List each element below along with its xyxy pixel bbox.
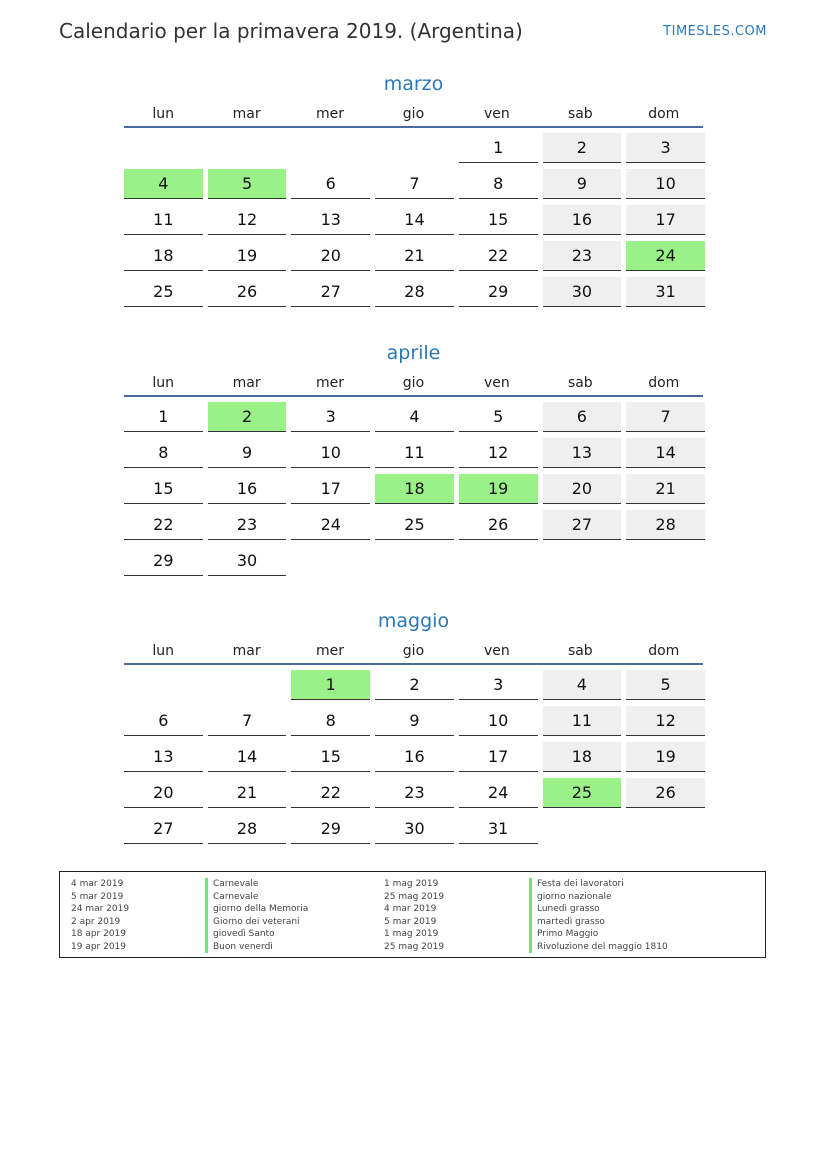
day-cell[interactable]: 22 — [291, 778, 370, 808]
legend-row — [60, 878, 765, 891]
weekday-label: sab — [567, 106, 593, 122]
month-name: aprile — [386, 342, 441, 364]
day-cell[interactable]: 4 — [543, 670, 622, 700]
holiday-day-cell[interactable]: 1 — [291, 670, 370, 700]
weekday-label: dom — [648, 643, 680, 659]
day-cell[interactable]: 25 — [375, 510, 454, 540]
day-cell[interactable]: 11 — [375, 438, 454, 468]
day-cell[interactable]: 3 — [626, 133, 705, 163]
day-cell[interactable]: 9 — [208, 438, 287, 468]
day-cell[interactable]: 27 — [124, 814, 203, 844]
day-cell[interactable]: 21 — [208, 778, 287, 808]
day-cell[interactable]: 24 — [459, 778, 538, 808]
day-cell[interactable]: 13 — [543, 438, 622, 468]
day-cell[interactable]: 15 — [291, 742, 370, 772]
month-calendar-marzo — [124, 70, 703, 307]
day-cell[interactable]: 31 — [626, 277, 705, 307]
day-cell[interactable]: 30 — [375, 814, 454, 844]
weekday-label: mar — [232, 643, 261, 659]
day-grid — [124, 133, 703, 307]
day-cell[interactable]: 8 — [459, 169, 538, 199]
legend-holiday-name: Carnevale — [205, 891, 258, 904]
day-cell[interactable]: 26 — [626, 778, 705, 808]
legend-date: 4 mar 2019 — [384, 904, 437, 914]
weekday-label: ven — [484, 643, 510, 659]
day-cell[interactable]: 12 — [208, 205, 287, 235]
weekday-header — [124, 641, 703, 665]
day-cell[interactable]: 3 — [459, 670, 538, 700]
day-cell[interactable]: 29 — [291, 814, 370, 844]
day-cell[interactable]: 8 — [291, 706, 370, 736]
day-cell[interactable]: 23 — [543, 241, 622, 271]
legend-row — [60, 903, 765, 916]
day-cell[interactable]: 12 — [626, 706, 705, 736]
day-cell[interactable]: 5 — [459, 402, 538, 432]
legend-date: 1 mag 2019 — [384, 929, 439, 939]
day-cell[interactable]: 10 — [626, 169, 705, 199]
day-cell[interactable]: 23 — [375, 778, 454, 808]
day-cell[interactable]: 6 — [291, 169, 370, 199]
day-cell[interactable]: 11 — [543, 706, 622, 736]
brand-logo-text[interactable]: TIMESLES.COM — [663, 24, 767, 39]
month-calendar-aprile — [124, 339, 703, 576]
legend-row — [60, 928, 765, 941]
day-cell[interactable]: 14 — [626, 438, 705, 468]
day-cell[interactable]: 15 — [124, 474, 203, 504]
page-title: Calendario per la primavera 2019. (Argentina) — [59, 19, 523, 43]
weekday-header — [124, 104, 703, 128]
day-cell[interactable]: 2 — [375, 670, 454, 700]
weekday-header — [124, 373, 703, 397]
legend-holiday-name: Festa dei lavoratori — [529, 878, 624, 891]
empty-day-cell — [291, 133, 370, 162]
legend-holiday-name: Buon venerdì — [205, 941, 273, 954]
legend-date: 25 mag 2019 — [384, 891, 445, 902]
holiday-legend — [59, 871, 766, 958]
day-cell[interactable]: 2 — [543, 133, 622, 163]
legend-holiday-name: giovedì Santo — [205, 928, 275, 941]
weekday-label: lun — [152, 375, 175, 391]
day-cell[interactable]: 17 — [626, 205, 705, 235]
day-cell[interactable]: 3 — [291, 402, 370, 432]
day-cell[interactable]: 7 — [375, 169, 454, 199]
day-cell[interactable]: 26 — [459, 510, 538, 540]
weekday-label: gio — [402, 106, 425, 122]
day-cell[interactable]: 14 — [375, 205, 454, 235]
legend-holiday-name: Rivoluzione del maggio 1810 — [529, 941, 668, 954]
day-cell[interactable]: 9 — [375, 706, 454, 736]
legend-date: 5 mar 2019 — [71, 891, 124, 902]
legend-date: 4 mar 2019 — [71, 879, 124, 889]
day-cell[interactable]: 17 — [459, 742, 538, 772]
empty-day-cell — [124, 670, 203, 699]
day-cell[interactable]: 26 — [208, 277, 287, 307]
day-cell[interactable]: 5 — [626, 670, 705, 700]
day-cell[interactable]: 6 — [124, 706, 203, 736]
weekday-label: mer — [316, 106, 345, 122]
day-cell[interactable]: 6 — [543, 402, 622, 432]
weekday-label: mer — [316, 643, 345, 659]
day-cell[interactable]: 31 — [459, 814, 538, 844]
day-cell[interactable]: 17 — [291, 474, 370, 504]
day-cell[interactable]: 20 — [124, 778, 203, 808]
day-cell[interactable]: 30 — [208, 546, 287, 576]
empty-day-cell — [375, 133, 454, 162]
weekday-label: mer — [316, 375, 345, 391]
day-cell[interactable]: 28 — [375, 277, 454, 307]
holiday-day-cell[interactable]: 2 — [208, 402, 287, 432]
day-cell[interactable]: 7 — [626, 402, 705, 432]
legend-holiday-name: Giorno dei veterani — [205, 916, 300, 929]
day-cell[interactable]: 28 — [626, 510, 705, 540]
day-cell[interactable]: 16 — [543, 205, 622, 235]
legend-row — [60, 891, 765, 904]
day-cell[interactable]: 16 — [375, 742, 454, 772]
weekday-label: mar — [232, 375, 261, 391]
day-cell[interactable]: 13 — [291, 205, 370, 235]
empty-day-cell — [208, 670, 287, 699]
day-cell[interactable]: 30 — [543, 277, 622, 307]
legend-date: 2 apr 2019 — [71, 916, 121, 927]
legend-holiday-name: Primo Maggio — [529, 928, 598, 941]
day-cell[interactable]: 18 — [543, 742, 622, 772]
day-cell[interactable]: 15 — [459, 205, 538, 235]
empty-day-cell — [124, 133, 203, 162]
day-cell[interactable]: 18 — [124, 241, 203, 271]
day-cell[interactable]: 8 — [124, 438, 203, 468]
legend-row — [60, 916, 765, 929]
weekday-label: lun — [152, 643, 175, 659]
legend-holiday-name: martedì grasso — [529, 916, 605, 929]
holiday-day-cell[interactable]: 5 — [208, 169, 287, 199]
weekday-label: lun — [152, 106, 175, 122]
legend-date: 19 apr 2019 — [71, 941, 127, 952]
day-cell[interactable]: 19 — [626, 742, 705, 772]
legend-date: 5 mar 2019 — [384, 916, 437, 927]
holiday-day-cell[interactable]: 25 — [543, 778, 622, 808]
day-cell[interactable]: 21 — [375, 241, 454, 271]
day-cell[interactable]: 1 — [124, 402, 203, 432]
legend-row — [60, 941, 765, 954]
weekday-label: gio — [402, 375, 425, 391]
day-cell[interactable]: 20 — [543, 474, 622, 504]
day-cell[interactable]: 4 — [375, 402, 454, 432]
month-name: maggio — [377, 610, 450, 632]
day-cell[interactable]: 10 — [291, 438, 370, 468]
month-calendar-maggio — [124, 607, 703, 844]
weekday-label: sab — [567, 643, 593, 659]
legend-date: 24 mar 2019 — [71, 904, 130, 914]
weekday-label: gio — [402, 643, 425, 659]
day-cell[interactable]: 16 — [208, 474, 287, 504]
legend-date: 18 apr 2019 — [71, 929, 127, 939]
legend-date: 25 mag 2019 — [384, 941, 445, 952]
empty-day-cell — [208, 133, 287, 162]
holiday-day-cell[interactable]: 24 — [626, 241, 705, 271]
day-grid — [124, 670, 703, 844]
day-cell[interactable]: 28 — [208, 814, 287, 844]
day-cell[interactable]: 27 — [291, 277, 370, 307]
day-cell[interactable]: 25 — [124, 277, 203, 307]
day-cell[interactable]: 29 — [124, 546, 203, 576]
holiday-day-cell[interactable]: 4 — [124, 169, 203, 199]
day-cell[interactable]: 29 — [459, 277, 538, 307]
day-cell[interactable]: 20 — [291, 241, 370, 271]
weekday-label: dom — [648, 106, 680, 122]
day-cell[interactable]: 27 — [543, 510, 622, 540]
legend-holiday-name: giorno della Memoria — [205, 903, 308, 916]
day-cell[interactable]: 10 — [459, 706, 538, 736]
day-cell[interactable]: 14 — [208, 742, 287, 772]
legend-holiday-name: Carnevale — [205, 878, 258, 891]
day-cell[interactable]: 22 — [124, 510, 203, 540]
legend-holiday-name: giorno nazionale — [529, 891, 612, 904]
day-cell[interactable]: 13 — [124, 742, 203, 772]
day-cell[interactable]: 22 — [459, 241, 538, 271]
weekday-label: ven — [484, 375, 510, 391]
weekday-label: sab — [567, 375, 593, 391]
weekday-label: mar — [232, 106, 261, 122]
day-cell[interactable]: 9 — [543, 169, 622, 199]
month-name: marzo — [383, 73, 444, 95]
weekday-label: dom — [648, 375, 680, 391]
legend-date: 1 mag 2019 — [384, 879, 439, 889]
day-grid — [124, 402, 703, 576]
day-cell[interactable]: 1 — [459, 133, 538, 163]
day-cell[interactable]: 24 — [291, 510, 370, 540]
weekday-label: ven — [484, 106, 510, 122]
day-cell[interactable]: 19 — [208, 241, 287, 271]
day-cell[interactable]: 7 — [208, 706, 287, 736]
day-cell[interactable]: 23 — [208, 510, 287, 540]
day-cell[interactable]: 12 — [459, 438, 538, 468]
day-cell[interactable]: 21 — [626, 474, 705, 504]
holiday-day-cell[interactable]: 19 — [459, 474, 538, 504]
holiday-day-cell[interactable]: 18 — [375, 474, 454, 504]
legend-holiday-name: Lunedì grasso — [529, 903, 600, 916]
day-cell[interactable]: 11 — [124, 205, 203, 235]
